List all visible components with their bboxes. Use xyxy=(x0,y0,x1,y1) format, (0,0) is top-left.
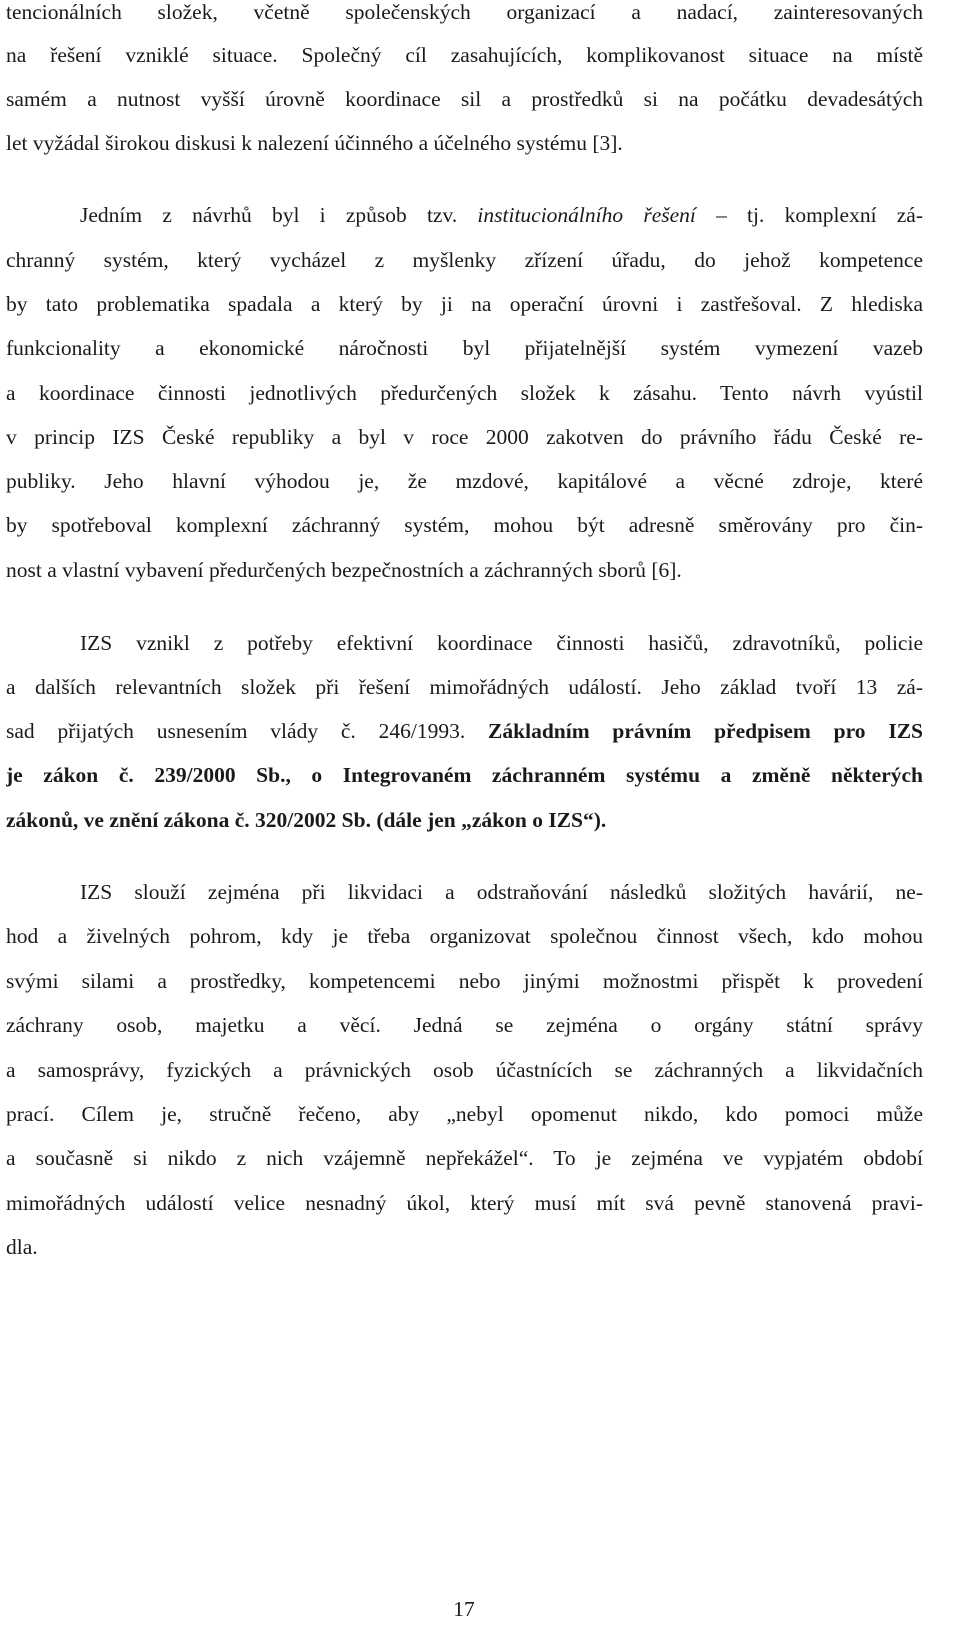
text-line: tencionálních složek, včetně společenských organizací a nadací, zainteresovaných xyxy=(6,0,923,24)
bold-text: zákonů, ve znění zákona č. 320/2002 Sb. (dále jen „zákon o IZS“). xyxy=(6,808,607,832)
text-line: a současně si nikdo z nich vzájemně nepřekážel“. To je zejména ve vypjatém období xyxy=(6,1146,923,1170)
text-line: IZS vznikl z potřeby efektivní koordinace činnosti hasičů, zdravotníků, policie xyxy=(80,631,923,655)
text-line xyxy=(6,805,923,835)
text-line: v princip IZS České republiky a byl v roce 2000 zakotven do právního řádu České re- xyxy=(6,425,923,449)
bold-text: , o Integrovaném záchranném systému a změně některých xyxy=(285,763,923,787)
text-line xyxy=(80,200,923,230)
bold-text: Základním právním předpisem pro IZS xyxy=(488,719,923,743)
text-line: nost a vlastní vybavení předurčených bezpečnostních a záchranných sborů [6]. xyxy=(6,558,682,582)
text-line: IZS slouží zejména při likvidaci a odstraňování následků složitých havárií, ne- xyxy=(80,880,923,904)
text-line: a dalších relevantních složek při řešení mimořádných událostí. Jeho základ tvoří 13 zá- xyxy=(6,675,923,699)
text-line: svými silami a prostředky, kompetencemi nebo jinými možnostmi přispět k provedení xyxy=(6,969,923,993)
text-line: funkcionality a ekonomické náročnosti byl přijatelnější systém vymezení vazeb xyxy=(6,336,923,360)
bold-text: je zákon č. 239/2000 Sb. xyxy=(6,763,286,787)
text-run: Jedním z návrhů byl i způsob tzv. xyxy=(80,203,478,227)
text-line: záchrany osob, majetku a věcí. Jedná se zejména o orgány státní správy xyxy=(6,1013,923,1037)
text-line: let vyžádal širokou diskusi k nalezení účinného a účelného systému [3]. xyxy=(6,131,623,155)
text-line: a koordinace činnosti jednotlivých předurčených složek k zásahu. Tento návrh vyústil xyxy=(6,381,923,405)
text-line: samém a nutnost vyšší úrovně koordinace sil a prostředků si na počátku devadesátých xyxy=(6,87,923,111)
text-line: by tato problematika spadala a který by ji na operační úrovni i zastřešoval. Z hlediska xyxy=(6,292,923,316)
text-line: hod a živelných pohrom, kdy je třeba organizovat společnou činnost všech, kdo mohou xyxy=(6,924,923,948)
text-line xyxy=(6,760,923,790)
text-line: a samosprávy, fyzických a právnických osob účastnících se záchranných a likvidačních xyxy=(6,1058,923,1082)
text-line: mimořádných událostí velice nesnadný úkol, který musí mít svá pevně stanovená pravi- xyxy=(6,1191,923,1215)
text-line: na řešení vzniklé situace. Společný cíl zasahujících, komplikovanost situace na místě xyxy=(6,43,923,67)
text-run: sad přijatých usnesením vlády č. 246/1993. xyxy=(6,719,489,743)
text-line: by spotřeboval komplexní záchranný systém, mohou být adresně směrovány pro čin- xyxy=(6,513,923,537)
text-line: chranný systém, který vycházel z myšlenky zřízení úřadu, do jehož kompetence xyxy=(6,248,923,272)
page-number: 17 xyxy=(453,1597,475,1621)
text-run: – tj. komplexní zá- xyxy=(695,203,923,227)
italic-term: institucionálního řešení xyxy=(477,203,696,227)
text-line: prací. Cílem je, stručně řečeno, aby „nebyl opomenut nikdo, kdo pomoci může xyxy=(6,1102,923,1126)
text-line: publiky. Jeho hlavní výhodou je, že mzdové, kapitálové a věcné zdroje, které xyxy=(6,469,923,493)
text-line: dla. xyxy=(6,1235,38,1259)
text-line xyxy=(6,716,923,746)
